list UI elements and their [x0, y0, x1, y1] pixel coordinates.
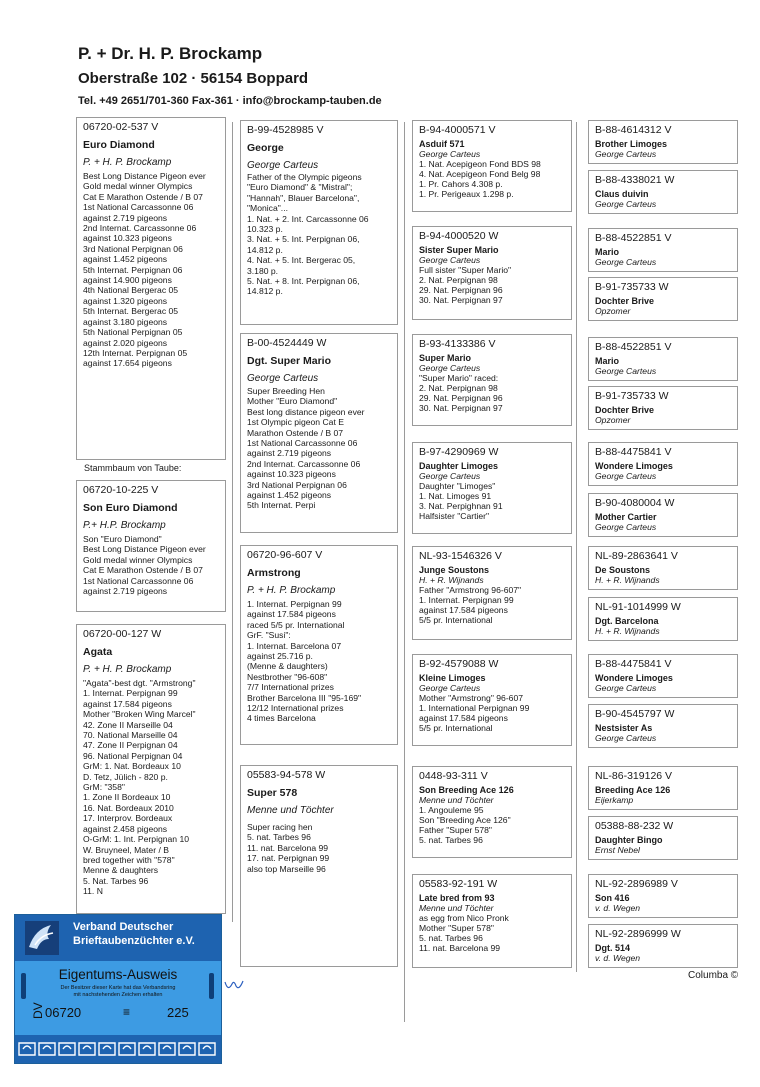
ring-number: NL-91-1014999 W — [595, 601, 681, 613]
pedigree-box-grandsire — [240, 120, 398, 325]
card-slot — [21, 973, 26, 999]
breeder: Opzomer — [595, 415, 631, 425]
card-org-line2: Brieftaubenzüchter e.V. — [73, 935, 195, 947]
ring-number: B-92-4579088 W — [419, 658, 499, 670]
ring-number: 05583-94-578 W — [247, 769, 326, 781]
ring-number: NL-86-319126 V — [595, 770, 673, 782]
performance-text: as egg from Nico Pronk Mother "Super 578" 5. nat. Tarbes 96 11. nat. Barcelona 99 — [419, 913, 509, 953]
breeder: George Carteus — [419, 471, 481, 481]
breeder: v. d. Wegen — [595, 953, 641, 963]
pedigree-box-ancestor — [588, 766, 738, 810]
breeder: Ernst Nebel — [595, 845, 640, 855]
performance-text: Full sister "Super Mario" 2. Nat. Perpignan 98 29. Nat. Perpignan 96 30. Nat. Perpignan 97 — [419, 265, 512, 305]
breeder: H. + R. Wijnands — [419, 575, 484, 585]
stammbaum-label: Stammbaum von Taube: — [84, 463, 182, 473]
breeder: P.+ H.P. Brockamp — [83, 520, 166, 531]
performance-text: "Super Mario" raced: 2. Nat. Perpignan 98 29. Nat. Perpignan 96 30. Nat. Perpignan 97 — [419, 373, 503, 413]
pigeon-name: Kleine Limoges — [419, 673, 486, 683]
breeder: George Carteus — [595, 149, 657, 159]
pedigree-box-ancestor — [588, 442, 738, 486]
breeder: Menne und Töchter — [419, 903, 494, 913]
card-separator: ≡ — [123, 1005, 131, 1019]
ring-number: B-88-4475841 V — [595, 446, 672, 458]
card-slot — [209, 973, 214, 999]
breeder: Opzomer — [595, 306, 631, 316]
ring-number: B-94-4000520 W — [419, 230, 499, 242]
breeder: George Carteus — [247, 160, 319, 171]
pedigree-box-ancestor — [412, 766, 572, 858]
breeder: H. + R. Wijnands — [595, 575, 660, 585]
ring-number: B-88-4338021 W — [595, 174, 675, 186]
pigeon-name: De Soustons — [595, 565, 651, 575]
ring-number: NL-92-2896999 W — [595, 928, 681, 940]
pigeon-name: Breeding Ace 126 — [595, 785, 671, 795]
breeder: George Carteus — [247, 373, 319, 384]
connector-line — [232, 122, 233, 922]
card-fine-print: Der Besitzer dieser Karte hat das Verbandsring — [60, 985, 176, 991]
ring-number: 06720-96-607 V — [247, 549, 323, 561]
pigeon-name: Nestsister As — [595, 723, 653, 733]
performance-text: Son "Euro Diamond" Best Long Distance Pigeon ever Gold medal winner Olympics Cat E Marathon Ostende / B 07 1st National Carcassonne 06 against 2.719 pigeons — [83, 534, 206, 597]
breeder: George Carteus — [595, 683, 657, 693]
ring-number: 0448-93-311 V — [419, 770, 488, 782]
ring-number: NL-89-2863641 V — [595, 550, 678, 562]
pedigree-box-ancestor — [588, 704, 738, 748]
pigeon-name: Asduif 571 — [419, 139, 465, 149]
performance-text: Father "Armstrong 96-607" 1. Internat. Perpignan 99 against 17.584 pigeons 5/5 pr. International — [419, 585, 522, 625]
pigeon-name: Son Euro Diamond — [83, 502, 178, 514]
breeder: George Carteus — [595, 366, 657, 376]
breeder: George Carteus — [419, 149, 481, 159]
pedigree-box-father — [76, 480, 226, 612]
card-fine-print: mit nachstehenden Zeichen erhalten — [73, 992, 163, 998]
pedigree-box-ancestor — [588, 493, 738, 537]
ring-number: B-88-4522851 V — [595, 341, 672, 353]
ring-number: B-91-735733 W — [595, 281, 669, 293]
ring-number: 05388-88-232 W — [595, 820, 674, 832]
pigeon-name: Super 578 — [247, 787, 298, 799]
ring-number: B-97-4290969 W — [419, 446, 499, 458]
ring-number: B-88-4475841 V — [595, 658, 672, 670]
ring-number: 06720-00-127 W — [83, 628, 162, 640]
pedigree-box-ancestor — [588, 546, 738, 590]
breeder: George Carteus — [419, 363, 481, 373]
breeder: George Carteus — [595, 471, 657, 481]
pigeon-name: Claus duivin — [595, 189, 649, 199]
pigeon-name: Super Mario — [419, 353, 472, 363]
pedigree-box-ancestor — [412, 442, 572, 534]
card-dv-label: DV — [31, 1002, 45, 1019]
performance-text: 1. Angouleme 95 Son "Breeding Ace 126" Father "Super 578" 5. nat. Tarbes 96 — [419, 805, 511, 845]
pedigree-box-granddam — [240, 333, 398, 533]
pedigree-box-ancestor — [588, 874, 738, 918]
pedigree-box-ancestor — [412, 334, 572, 426]
pedigree-box-ancestor — [412, 546, 572, 640]
breeder: George Carteus — [595, 733, 657, 743]
footer-credit: Columba © — [688, 970, 739, 981]
pedigree-box-ancestor — [588, 228, 738, 272]
ring-number: 05583-92-191 W — [419, 878, 498, 890]
pedigree-box-grandsire — [240, 545, 398, 745]
breeder: P. + H. P. Brockamp — [83, 157, 172, 168]
card-number-ring: 225 — [167, 1005, 189, 1020]
pedigree-box-ancestor — [588, 170, 738, 214]
breeder: Menne und Töchter — [419, 795, 494, 805]
pigeon-name: Sister Super Mario — [419, 245, 499, 255]
pedigree-box-ancestor — [588, 597, 738, 641]
breeder: George Carteus — [419, 683, 481, 693]
ring-number: NL-93-1546326 V — [419, 550, 502, 562]
performance-text: Daughter "Limoges" 1. Nat. Limoges 91 3. Nat. Perpighnan 91 Halfsister "Cartier" — [419, 481, 503, 521]
pedigree-box-ancestor — [588, 120, 738, 164]
pigeon-name: Mario — [595, 247, 620, 257]
ring-number: B-90-4545797 W — [595, 708, 675, 720]
breeder: P. + H. P. Brockamp — [83, 664, 172, 675]
ring-number: 06720-02-537 V — [83, 121, 159, 133]
card-number-region: 06720 — [45, 1005, 82, 1020]
ownership-card — [14, 914, 222, 1064]
pedigree-box-mother — [76, 624, 226, 914]
pigeon-name: Mother Cartier — [595, 512, 657, 522]
pigeon-name: Wondere Limoges — [595, 461, 673, 471]
ring-number: B-99-4528985 V — [247, 124, 324, 136]
pigeon-name: Late bred from 93 — [419, 893, 495, 903]
pigeon-name: Dochter Brive — [595, 405, 655, 415]
ring-number: B-88-4522851 V — [595, 232, 672, 244]
ring-number: B-90-4080004 W — [595, 497, 675, 509]
ring-number: B-91-735733 W — [595, 390, 669, 402]
card-org-line1: Verband Deutscher — [73, 921, 174, 933]
breeder-contact: Tel. +49 2651/701-360 Fax-361 · info@brockamp-tauben.de — [78, 95, 382, 107]
performance-text: 1. Internat. Perpignan 99 against 17.584 pigeons raced 5/5 pr. International GrF. "Susi": 1. Internat. Barcelona 07 against 25.716 p. (Menne & daughters) Nestbrother "96-608" 7/7 International prizes Brother Barcelona III "95-169" 12/12 International prizes 4 times Barcelona — [247, 599, 362, 724]
pedigree-box-ancestor — [588, 924, 738, 968]
breeder: v. d. Wegen — [595, 903, 641, 913]
pigeon-name: George — [247, 142, 284, 154]
pigeon-name: Euro Diamond — [83, 139, 155, 151]
ring-number: 06720-10-225 V — [83, 484, 159, 496]
breeder: H. + R. Wijnands — [595, 626, 660, 636]
pedigree-box-ancestor — [588, 337, 738, 381]
ring-number: B-88-4614312 V — [595, 124, 672, 136]
performance-text: Super Breeding Hen Mother "Euro Diamond" Best long distance pigeon ever 1st Olympic pigeon Cat E Marathon Ostende / B 07 1st National Carcassonne 06 against 2.719 pigeons 2nd Internat. Carcassonne 06 against 10.323 pigeons 3rd National Perpignan 06 against 1.452 pigeons 5th Internat. Perpi — [247, 386, 365, 511]
pigeon-name: Son 416 — [595, 893, 630, 903]
pedigree-box-ancestor — [412, 226, 572, 320]
pigeon-name: Dochter Brive — [595, 296, 655, 306]
breeder: P. + H. P. Brockamp — [247, 585, 336, 596]
pedigree-box-ancestor — [412, 654, 572, 746]
pedigree-box-granddam — [240, 765, 398, 967]
pedigree-box-ancestor — [412, 120, 572, 212]
breeder: George Carteus — [595, 522, 657, 532]
card-ornament-pattern — [15, 1035, 221, 1063]
breeder: George Carteus — [595, 257, 657, 267]
pigeon-name: Mario — [595, 356, 620, 366]
pedigree-box-ancestor — [588, 654, 738, 698]
ring-number: B-93-4133386 V — [419, 338, 496, 350]
pen-scribble-icon — [224, 978, 244, 992]
pigeon-logo-icon — [25, 921, 59, 955]
pigeon-name: Armstrong — [247, 567, 301, 579]
pedigree-box-ancestor — [588, 386, 738, 430]
pigeon-name: Wondere Limoges — [595, 673, 673, 683]
pigeon-name: Agata — [83, 646, 113, 658]
connector-line — [576, 122, 577, 972]
card-title: Eigentums-Ausweis — [58, 967, 178, 982]
performance-text: Father of the Olympic pigeons "Euro Diamond" & "Mistral"; "Hannah", Blauer Barcelona", "Monica"... 1. Nat. + 2. Int. Carcassonne 06 10.323 p. 3. Nat. + 5. Int. Perpignan 06, 14.812 p. 4. Nat. + 5. Int. Bergerac 05, 3.180 p. 5. Nat. + 8. Int. Perpignan 06, 14.812 p. — [247, 172, 369, 297]
pigeon-name: Dgt. Barcelona — [595, 616, 659, 626]
pedigree-box-ancestor — [588, 816, 738, 860]
breeder-name: P. + Dr. H. P. Brockamp — [78, 44, 263, 63]
breeder: Eijerkamp — [595, 795, 634, 805]
pigeon-name: Junge Soustons — [419, 565, 490, 575]
connector-line — [404, 122, 405, 1022]
performance-text: Best Long Distance Pigeon ever Gold medal winner Olympics Cat E Marathon Ostende / B 07 1st National Carcassonne 06 against 2.719 pigeons 2nd Internat. Carcassonne 06 against 10.323 pigeons 3rd National Perpignan 06 against 1.452 pigeons 5th Internat. Perpignan 06 against 14.900 pigeons 4th National Bergerac 05 against 1.320 pigeons 5th Internat. Bergerac 05 against 3.180 pigeons 5th National Perpignan 05 against 2.020 pigeons 12th Internat. Perpignan 05 against 17.654 pigeons — [83, 171, 206, 369]
pedigree-box-ancestor — [588, 277, 738, 321]
ring-number: B-00-4524449 W — [247, 337, 327, 349]
pedigree-box-pigeon — [76, 117, 226, 460]
performance-text: Mother "Armstrong" 96-607 1. International Perpignan 99 against 17.584 pigeons 5/5 pr. International — [419, 693, 530, 733]
pigeon-name: Daughter Bingo — [595, 835, 663, 845]
pigeon-name: Dgt. Super Mario — [247, 355, 332, 367]
breeder: Menne und Töchter — [247, 805, 334, 816]
pigeon-name: Daughter Limoges — [419, 461, 499, 471]
pedigree-box-ancestor — [412, 874, 572, 968]
pigeon-name: Son Breeding Ace 126 — [419, 785, 514, 795]
ring-number: NL-92-2896989 V — [595, 878, 678, 890]
pigeon-name: Dgt. 514 — [595, 943, 631, 953]
ring-number: B-94-4000571 V — [419, 124, 496, 136]
breeder: George Carteus — [595, 199, 657, 209]
breeder-address: Oberstraße 102 · 56154 Boppard — [78, 70, 309, 87]
performance-text: 1. Nat. Acepigeon Fond BDS 98 4. Nat. Acepigeon Fond Belg 98 1. Pr. Cahors 4.308 p. 1. Pr. Perigeaux 1.298 p. — [419, 159, 541, 199]
performance-text: "Agata"-best dgt. "Armstrong" 1. Internat. Perpignan 99 against 17.584 pigeons Mother "Broken Wing Marcel" 42. Zone II Marseille 04 70. National Marseille 04 47. Zone II Perpignan 04 96. National Perpignan 04 GrM: 1. Nat. Bordeaux 10 D. Tetz, Jülich - 820 p. GrM: "358" 1. Zone II Bordeaux 10 16. Nat. Bordeaux 2010 17. Interprov. Bordeaux against 2.458 pigeons O-GrM: 1. Int. Perpignan 10 W. Bruyneel, Mater / B bred together with "578" Menne & daughters 5. Nat. Tarbes 96 11. N — [83, 678, 196, 897]
performance-text: Super racing hen 5. nat. Tarbes 96 11. nat. Barcelona 99 17. nat. Perpignan 99 also top Marseille 96 — [247, 822, 330, 874]
breeder: George Carteus — [419, 255, 481, 265]
pigeon-name: Brother Limoges — [595, 139, 668, 149]
